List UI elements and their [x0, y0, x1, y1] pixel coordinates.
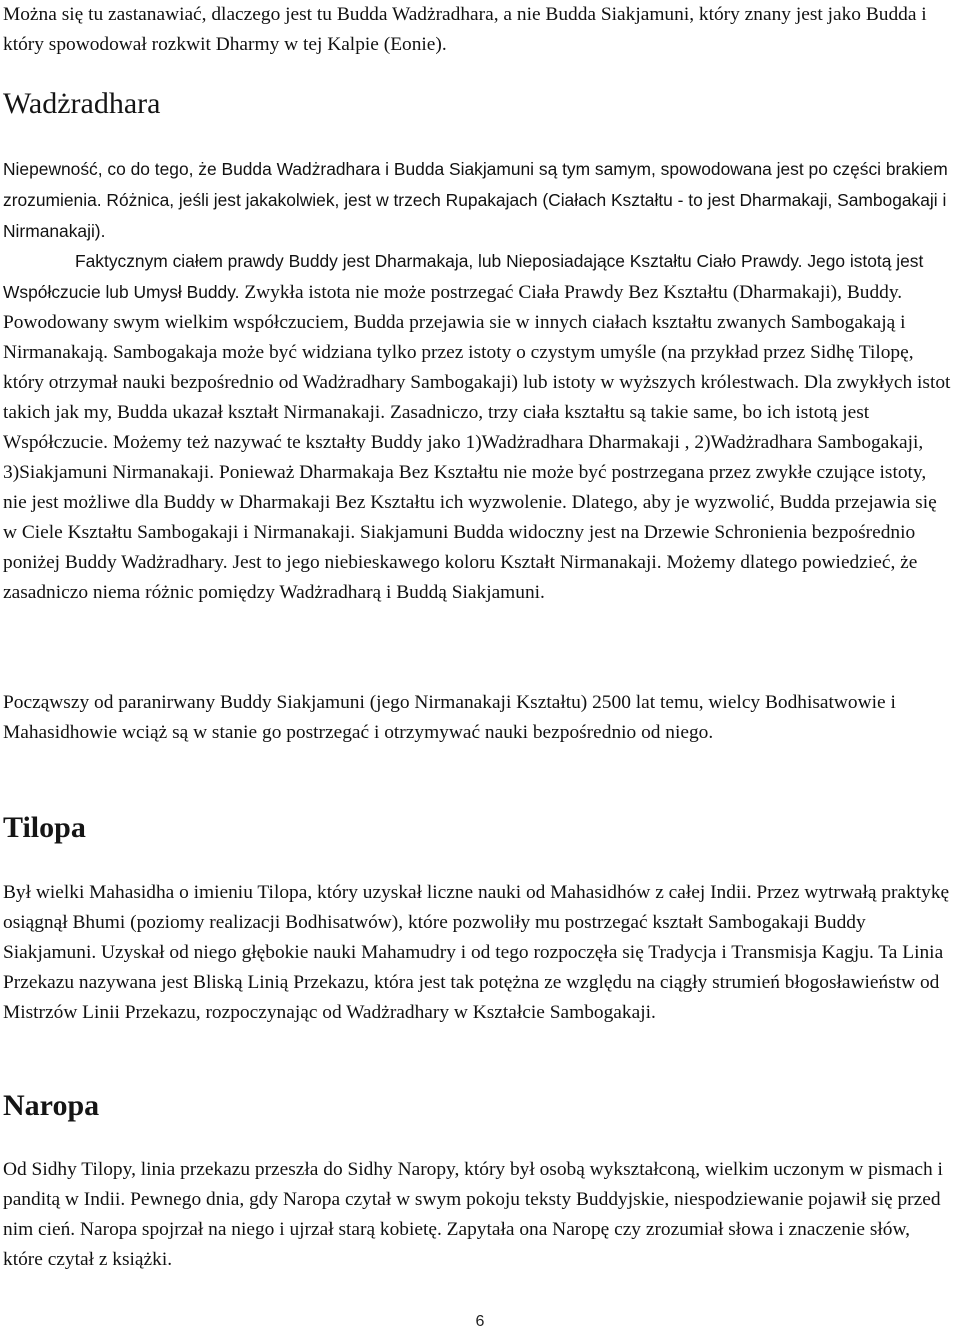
tilopa-paragraph: Był wielki Mahasidha o imieniu Tilopa, który uzyskał liczne nauki od Mahasidhów z całej Indii. Przez wytrwałą praktykę osiągnął Bhumi (poziomy realizacji Bodhisatwów), które pozwoliły mu postrzegać kształt Sambogakaji Buddy Siakjamuni. Uzyskał od niego głębokie nauki Mahamudry i od tego rozpoczęła się Tradycja i Transmisja Kagju. Ta Linia Przekazu nazywana jest Bliską Linią Przekazu, która jest tak potężna ze względu na ciągły strumień błogosławieństw od Mistrzów Linii Przekazu, rozpoczynając od Wadżradhary w Kształcie Sambogakaji. [3, 882, 950, 1023]
vajradhara-paragraph-1 [0, 154, 960, 247]
vajradhara-paragraph-2 [0, 246, 960, 608]
naropa-paragraph: Od Sidhy Tilopy, linia przekazu przeszła do Sidhy Naropy, który był osobą wykształconą, wielkim uczonym w pismach i panditą w Indii. Pewnego dnia, gdy Naropa czytał w swym pokoju teksty Buddyjskie, niespodziewanie pojawił się przed nim cień. Naropa spojrzał na niego i ujrzał starą kobietę. Zapytała ona Naropę czy zrozumiał słowa i znaczenie słów, które czytał z książki. [3, 1159, 943, 1270]
heading-naropa: Naropa [3, 1089, 100, 1122]
vajradhara-paragraph-1-part-a: Niepewność, co do tego, że Budda Wadżradhara i Budda Siakjamuni są tym samym, spowodowana jest po części brakiem zrozumienia. [3, 159, 948, 210]
vajradhara-paragraph-3: Począwszy od paranirwany Buddy Siakjamuni (jego Nirmanakaji Kształtu) 2500 lat temu, wielcy Bodhisatwowie i Mahasidhowie wciąż są w stanie go postrzegać i otrzymywać nauki bezpośrednio od niego. [3, 692, 896, 743]
page-number: 6 [475, 1313, 485, 1330]
heading-wadzradhara: Wadżradhara [3, 87, 161, 120]
heading-tilopa: Tilopa [3, 811, 86, 844]
intro-paragraph: Można się tu zastanawiać, dlaczego jest tu Budda Wadżradhara, a nie Budda Siakjamuni, który znany jest jako Budda i który spowodował rozkwit Dharmy w tej Kalpie (Eonie). [3, 4, 927, 55]
vajradhara-paragraph-2-part-a: Faktycznym ciałem prawdy Buddy jest Dharmakaja, lub Nieposiadające Kształtu Ciało Prawdy. Jego istotą jest Współczucie lub Umysł Buddy. [3, 251, 924, 302]
vajradhara-paragraph-1-part-b: Różnica, jeśli jest jakakolwiek, jest w trzech Rupakajach (Ciałach Kształtu - to jest Dharmakaji, Sambogakaji i Nirmanakaji). [3, 190, 947, 241]
vajradhara-paragraph-2-part-b: Zwykła istota nie może postrzegać Ciała Prawdy Bez Kształtu (Dharmakaji), Buddy. Powodowany swym wielkim współczuciem, Budda przejawia sie w innych ciałach kształtu zwanych Sambogakają i Nirmanakają. Sambogakaja może być widziana tylko przez istoty o czystym umyśle (na przykład przez Sidhę Tilopę, który otrzymał nauki bezpośrednio od Wadżradhary Sambogakaji) lub istoty w wyższych królestwach. Dla zwykłych istot takich jak my, Budda ukazał kształt Nirmanakaji. Zasadniczo, trzy ciała kształtu są takie same, bo ich istotą jest Współczucie. Możemy też nazywać te kształty Buddy jako 1)Wadżradhara Dharmakaji , 2)Wadżradhara Sambogakaji, 3)Siakjamuni Nirmanakaji. Ponieważ Dharmakaja Bez Kształtu nie może być postrzegana przez zwykłe czujące istoty, nie jest możliwe dla Buddy w Dharmakaji Bez Kształtu ich wyzwolenie. Dlatego, aby je wyzwolić, Budda przejawia się w Ciele Kształtu Sambogakaji i Nirmanakaji. Siakjamuni Budda widoczny jest na Drzewie Schronienia bezpośrednio poniżej Buddy Wadżradhary. Jest to jego niebieskawego koloru Kształt Nirmanakaji. Możemy dlatego powiedzieć, że zasadniczo niema różnic pomiędzy Wadżradharą i Buddą Siakjamuni. [3, 282, 951, 603]
